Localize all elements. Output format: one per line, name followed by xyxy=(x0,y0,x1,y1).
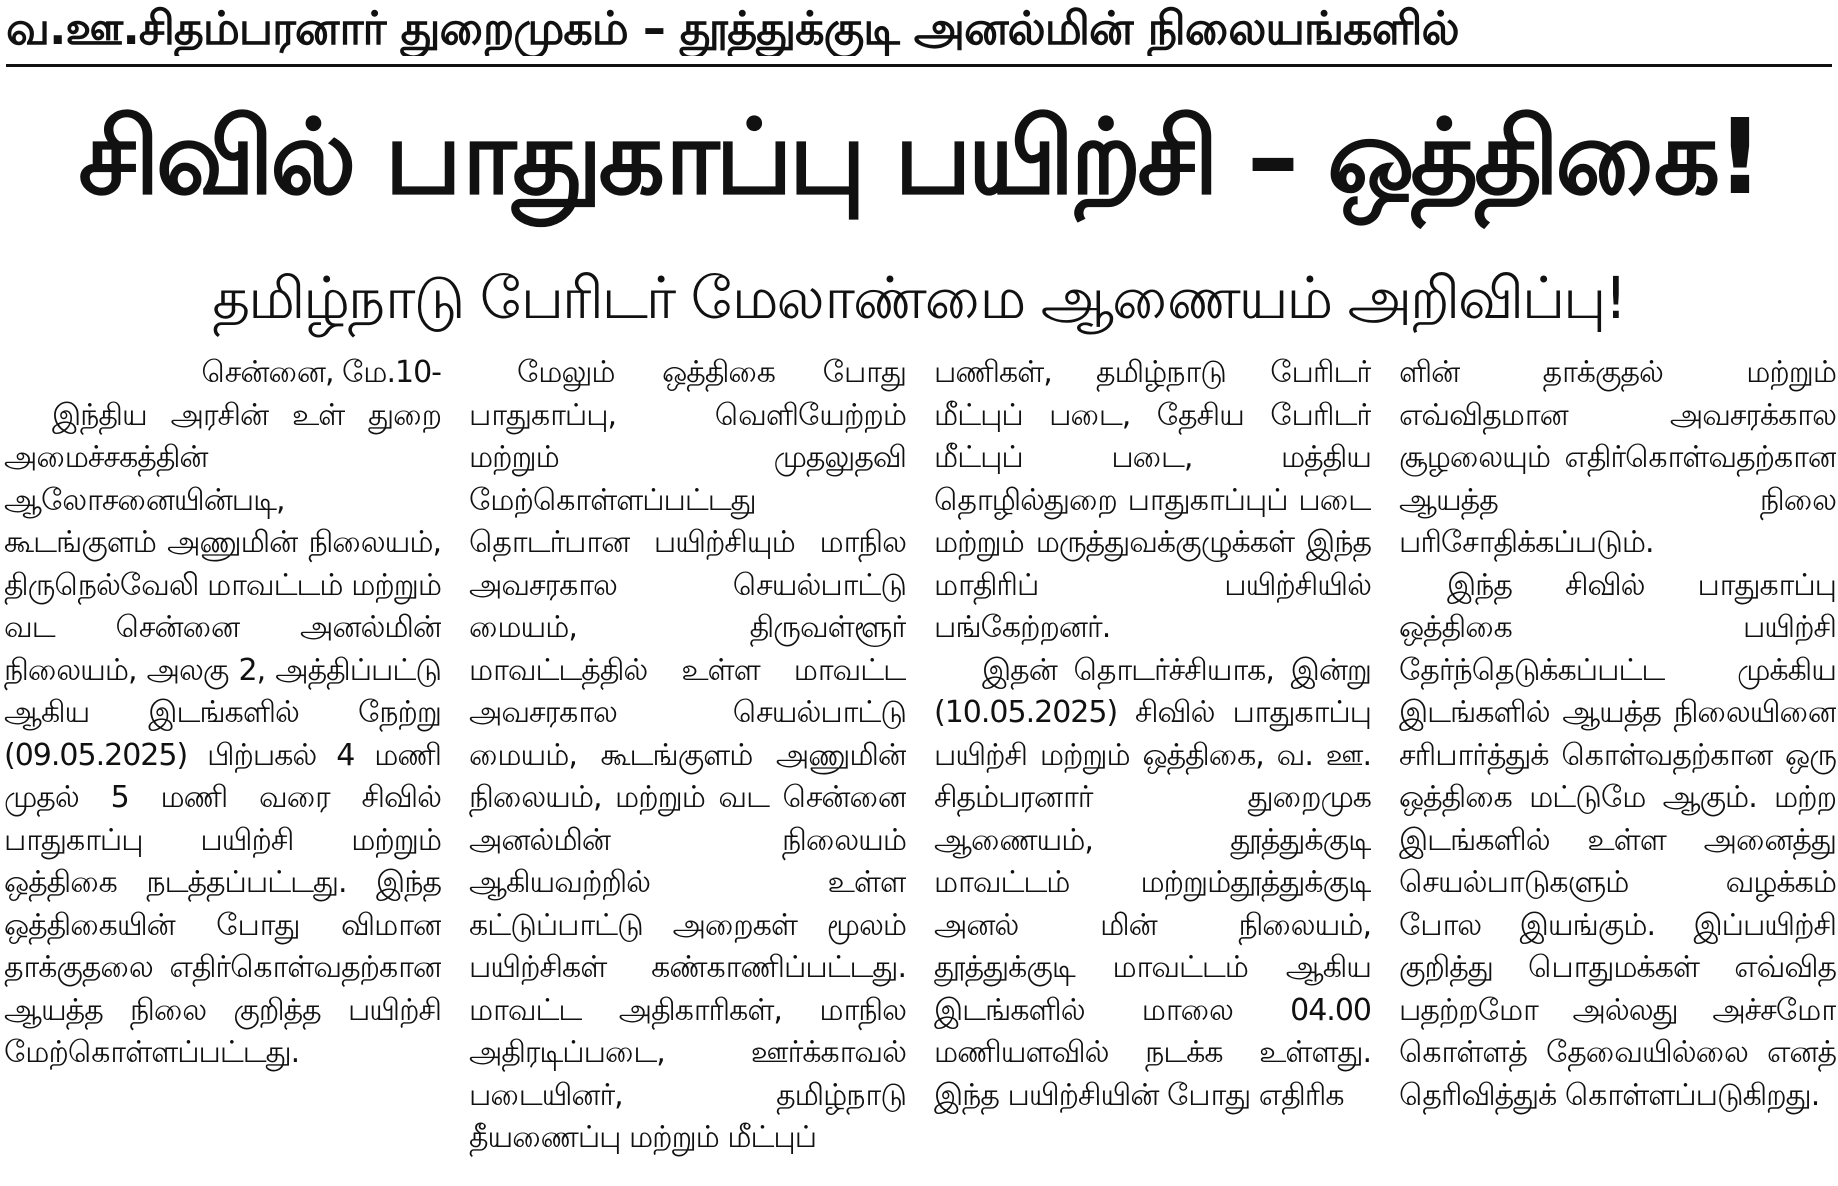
paragraph: இந்திய அரசின் உள் துறை அமைச்சகத்தின் ஆலோசனையின்படி, கூடங்குளம் அணுமின் நிலையம், திருநெல்வேலி மாவட்டம் மற்றும் வட சென்னை அனல்மின் நிலையம், அலகு 2, அத்திப்பட்டு ஆகிய இடங்களில் நேற்று (09.05.2025) பிற்பகல் 4 மணி முதல் 5 மணி வரை சிவில் பாதுகாப்பு பயிற்சி மற்றும் ஒத்திகை நடத்தப்பட்டது. இந்த ஒத்திகையின் போது விமான தாக்குதலை எதிர்கொள்வதற்கான ஆயத்த நிலை குறித்த பயிற்சி மேற்கொள்ளப்பட்டது. xyxy=(4,397,441,1070)
paragraph: இதன் தொடர்ச்சியாக, இன்று (10.05.2025) சிவில் பாதுகாப்பு பயிற்சி மற்றும் ஒத்திகை, வ. ஊ. சிதம்பரனார் துறைமுக ஆணையம், தூத்துக்குடி மாவட்டம் மற்றும்தூத்துக்குடி அனல் மின் நிலையம், தூத்துக்குடி மாவட்டம் ஆகிய இடங்களில் மாலை 04.00 மணியளவில் நடக்க உள்ளது. இந்த பயிற்சியின் போது எதிரிக xyxy=(934,652,1371,1113)
paragraph: மேலும் ஒத்திகை போது பாதுகாப்பு, வெளியேற்றம் மற்றும் முதலுதவி மேற்கொள்ளப்பட்டது தொடர்பான பயிற்சியும் மாநில அவசரகால செயல்பாட்டு மையம், திருவள்ளூர் மாவட்டத்தில் உள்ள மாவட்ட அவசரகால செயல்பாட்டு மையம், கூடங்குளம் அணுமின் நிலையம், மற்றும் வட சென்னை அனல்மின் நிலையம் ஆகியவற்றில் உள்ள கட்டுப்பாட்டு அறைகள் மூலம் பயிற்சிகள் கண்காணிப்பட்டது. மாவட்ட அதிகாரிகள், மாநில அதிரடிப்படை, ஊர்க்காவல் படையினர், தமிழ்நாடு தீயணைப்பு மற்றும் மீட்புப் xyxy=(469,355,906,1155)
dateline: சென்னை, மே.10- xyxy=(201,355,441,390)
paragraph: ளின் தாக்குதல் மற்றும் எவ்விதமான அவசரக்கால சூழலையும் எதிர்கொள்வதற்கான ஆயத்த நிலை பரிசோதிக்கப்படும். xyxy=(1399,355,1836,560)
article-column-3 xyxy=(934,352,1371,1184)
article-column-1 xyxy=(4,352,441,1184)
article-body xyxy=(4,352,1836,1184)
sub-headline: தமிழ்நாடு பேரிடர் மேலாண்மை ஆணையம் அறிவிப்பு! xyxy=(212,264,1626,332)
main-headline: சிவில் பாதுகாப்பு பயிற்சி – ஒத்திகை! xyxy=(78,96,1760,218)
article-column-2 xyxy=(469,352,906,1184)
kicker-headline: வ.ஊ.சிதம்பரனார் துறைமுகம் – தூத்துக்குடி அனல்மின் நிலையங்களில் xyxy=(6,1,1459,55)
paragraph: பணிகள், தமிழ்நாடு பேரிடர் மீட்புப் படை, தேசிய பேரிடர் மீட்புப் படை, மத்திய தொழில்துறை பாதுகாப்புப் படை மற்றும் மருத்துவக்குழுக்கள் இந்த மாதிரிப் பயிற்சியில் பங்கேற்றனர். xyxy=(934,355,1371,645)
article-column-4 xyxy=(1399,352,1836,1184)
paragraph: இந்த சிவில் பாதுகாப்பு ஒத்திகை பயிற்சி தேர்ந்தெடுக்கப்பட்ட முக்கிய இடங்களில் ஆயத்த நிலையினை சரிபார்த்துக் கொள்வதற்கான ஒரு ஒத்திகை மட்டுமே ஆகும். மற்ற இடங்களில் உள்ள அனைத்து செயல்பாடுகளும் வழக்கம் போல இயங்கும். இப்பயிற்சி குறித்து பொதுமக்கள் எவ்வித பதற்றமோ அல்லது அச்சமோ கொள்ளத் தேவையில்லை எனத் தெரிவித்துக் கொள்ளப்படுகிறது. xyxy=(1399,567,1836,1113)
kicker-underline xyxy=(6,64,1832,67)
